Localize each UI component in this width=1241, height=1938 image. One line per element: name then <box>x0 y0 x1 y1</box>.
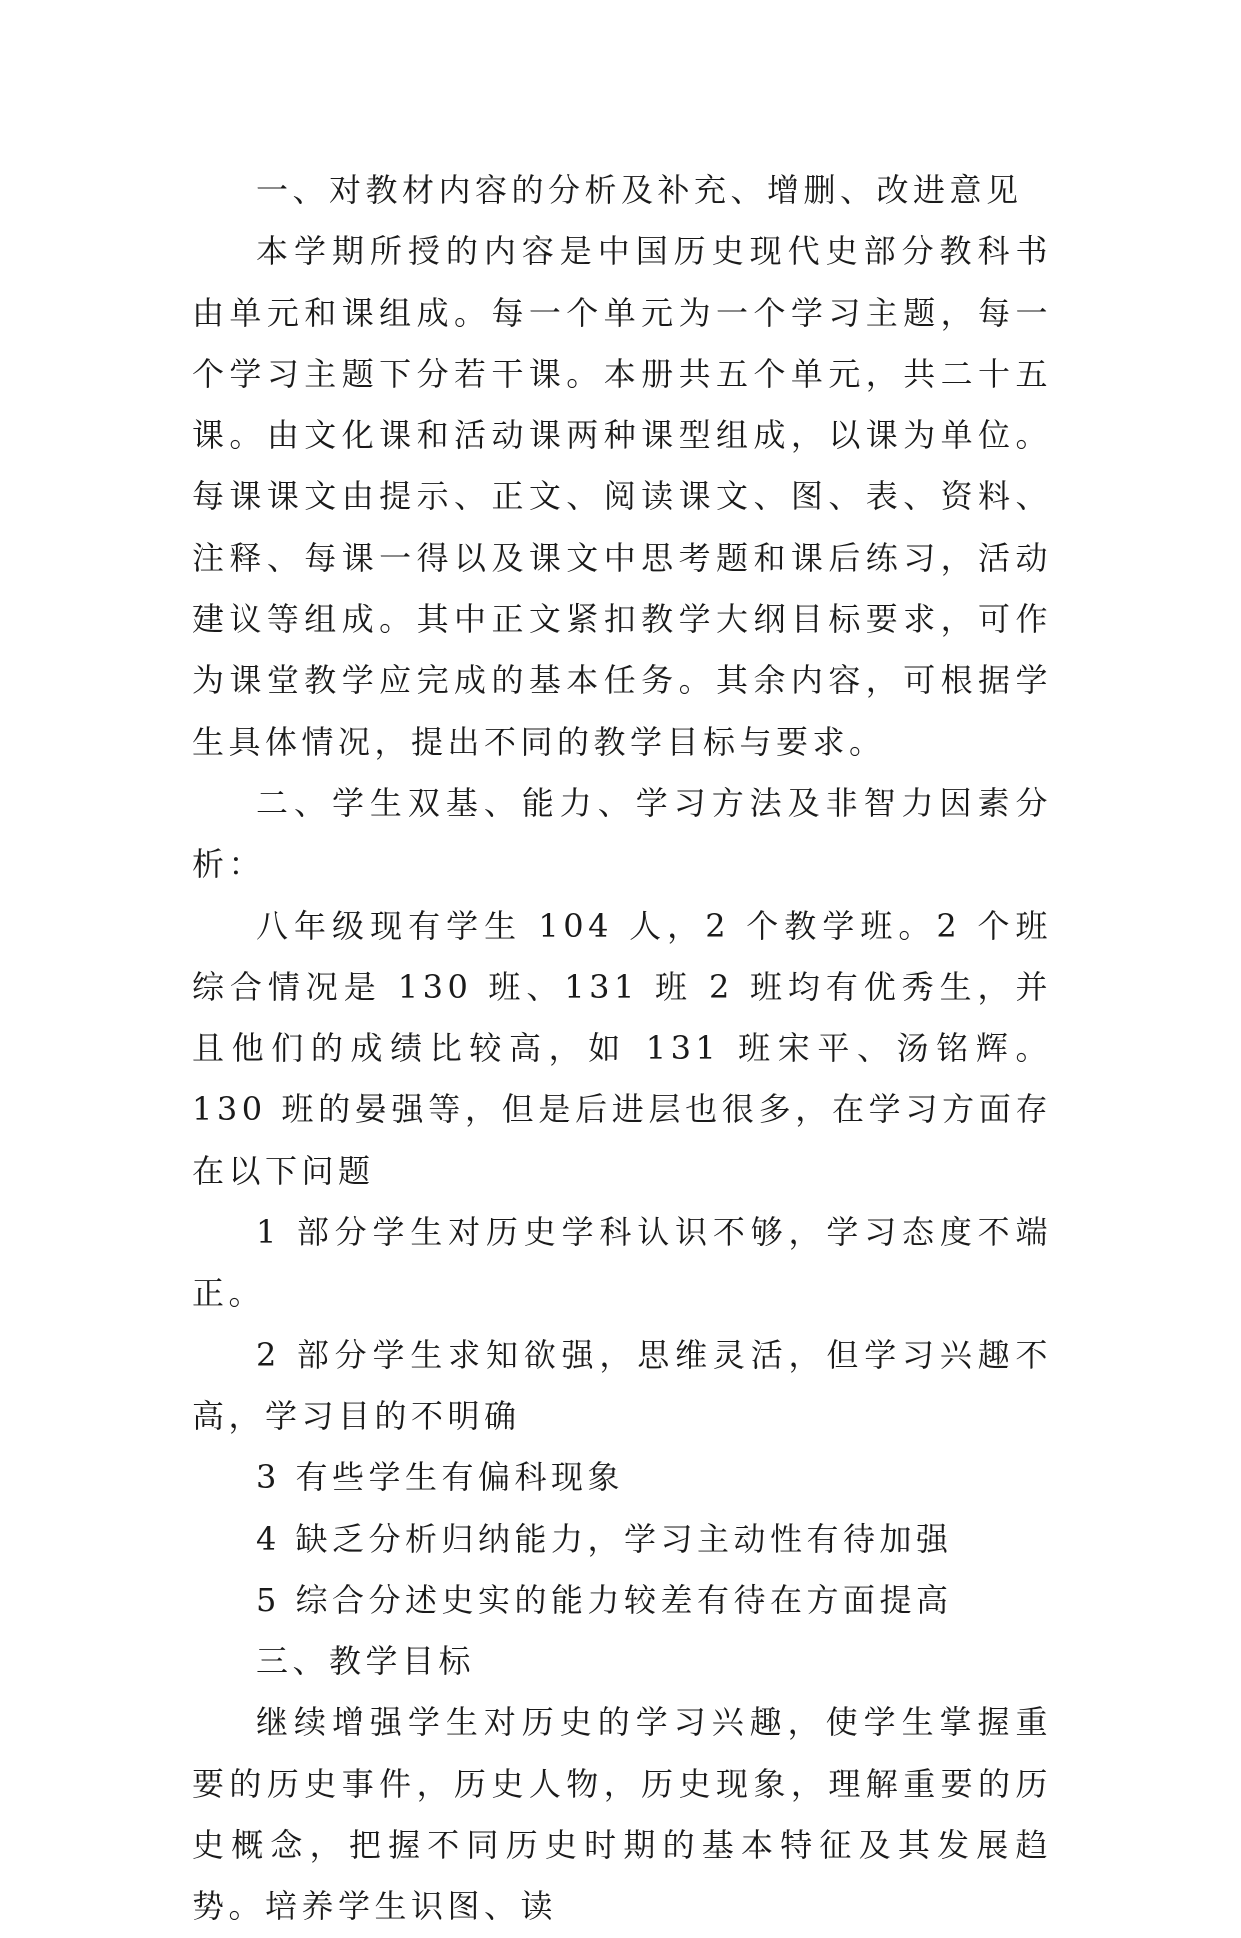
list-item-2: 2 部分学生求知欲强，思维灵活，但学习兴趣不高，学习目的不明确 <box>192 1335 1052 1435</box>
list-item-4: 4 缺乏分析归纳能力，学习主动性有待加强 <box>256 1519 953 1558</box>
list-item-1: 1 部分学生对历史学科认识不够，学习态度不端正。 <box>192 1213 1052 1313</box>
paragraph-textbook-analysis: 本学期所授的内容是中国历史现代史部分教科书由单元和课组成。每一个单元为一个学习主题，每一个学习主题下分若干课。本册共五个单元，共二十五课。由文化课和活动课两种课型组成，以课为单位。每课课文由提示、正文、阅读课文、图、表、资料、注释、每课一得以及课文中思考题和课后练习，活动建议等组成。其中正文紧扣教学大纲目标要求，可作为课堂教学应完成的基本任务。其余内容，可根据学生具体情况，提出不同的教学目标与要求。 <box>192 232 1052 761</box>
paragraph-student-analysis: 八年级现有学生 104 人，2 个教学班。2 个班综合情况是 130 班、131 班 2 班均有优秀生，并且他们的成绩比较高，如 131 班宋平、汤铭辉。130 班的晏强等，但是后进层也很多，在学习方面存在以下问题 <box>192 906 1052 1190</box>
heading-2: 二、学生双基、能力、学习方法及非智力因素分析： <box>192 783 1052 884</box>
list-item-5: 5 综合分述史实的能力较差有待在方面提高 <box>256 1580 953 1619</box>
heading-1: 一、对教材内容的分析及补充、增删、改进意见 <box>256 171 1023 209</box>
heading-3: 三、教学目标 <box>256 1642 476 1681</box>
paragraph-teaching-goals: 继续增强学生对历史的学习兴趣，使学生掌握重要的历史事件，历史人物，历史现象，理解重要的历史概念，把握不同历史时期的基本特征及其发展趋势。培养学生识图、读 <box>192 1703 1052 1926</box>
document-body <box>192 160 1052 1938</box>
list-item-3: 3 有些学生有偏科现象 <box>256 1458 625 1497</box>
